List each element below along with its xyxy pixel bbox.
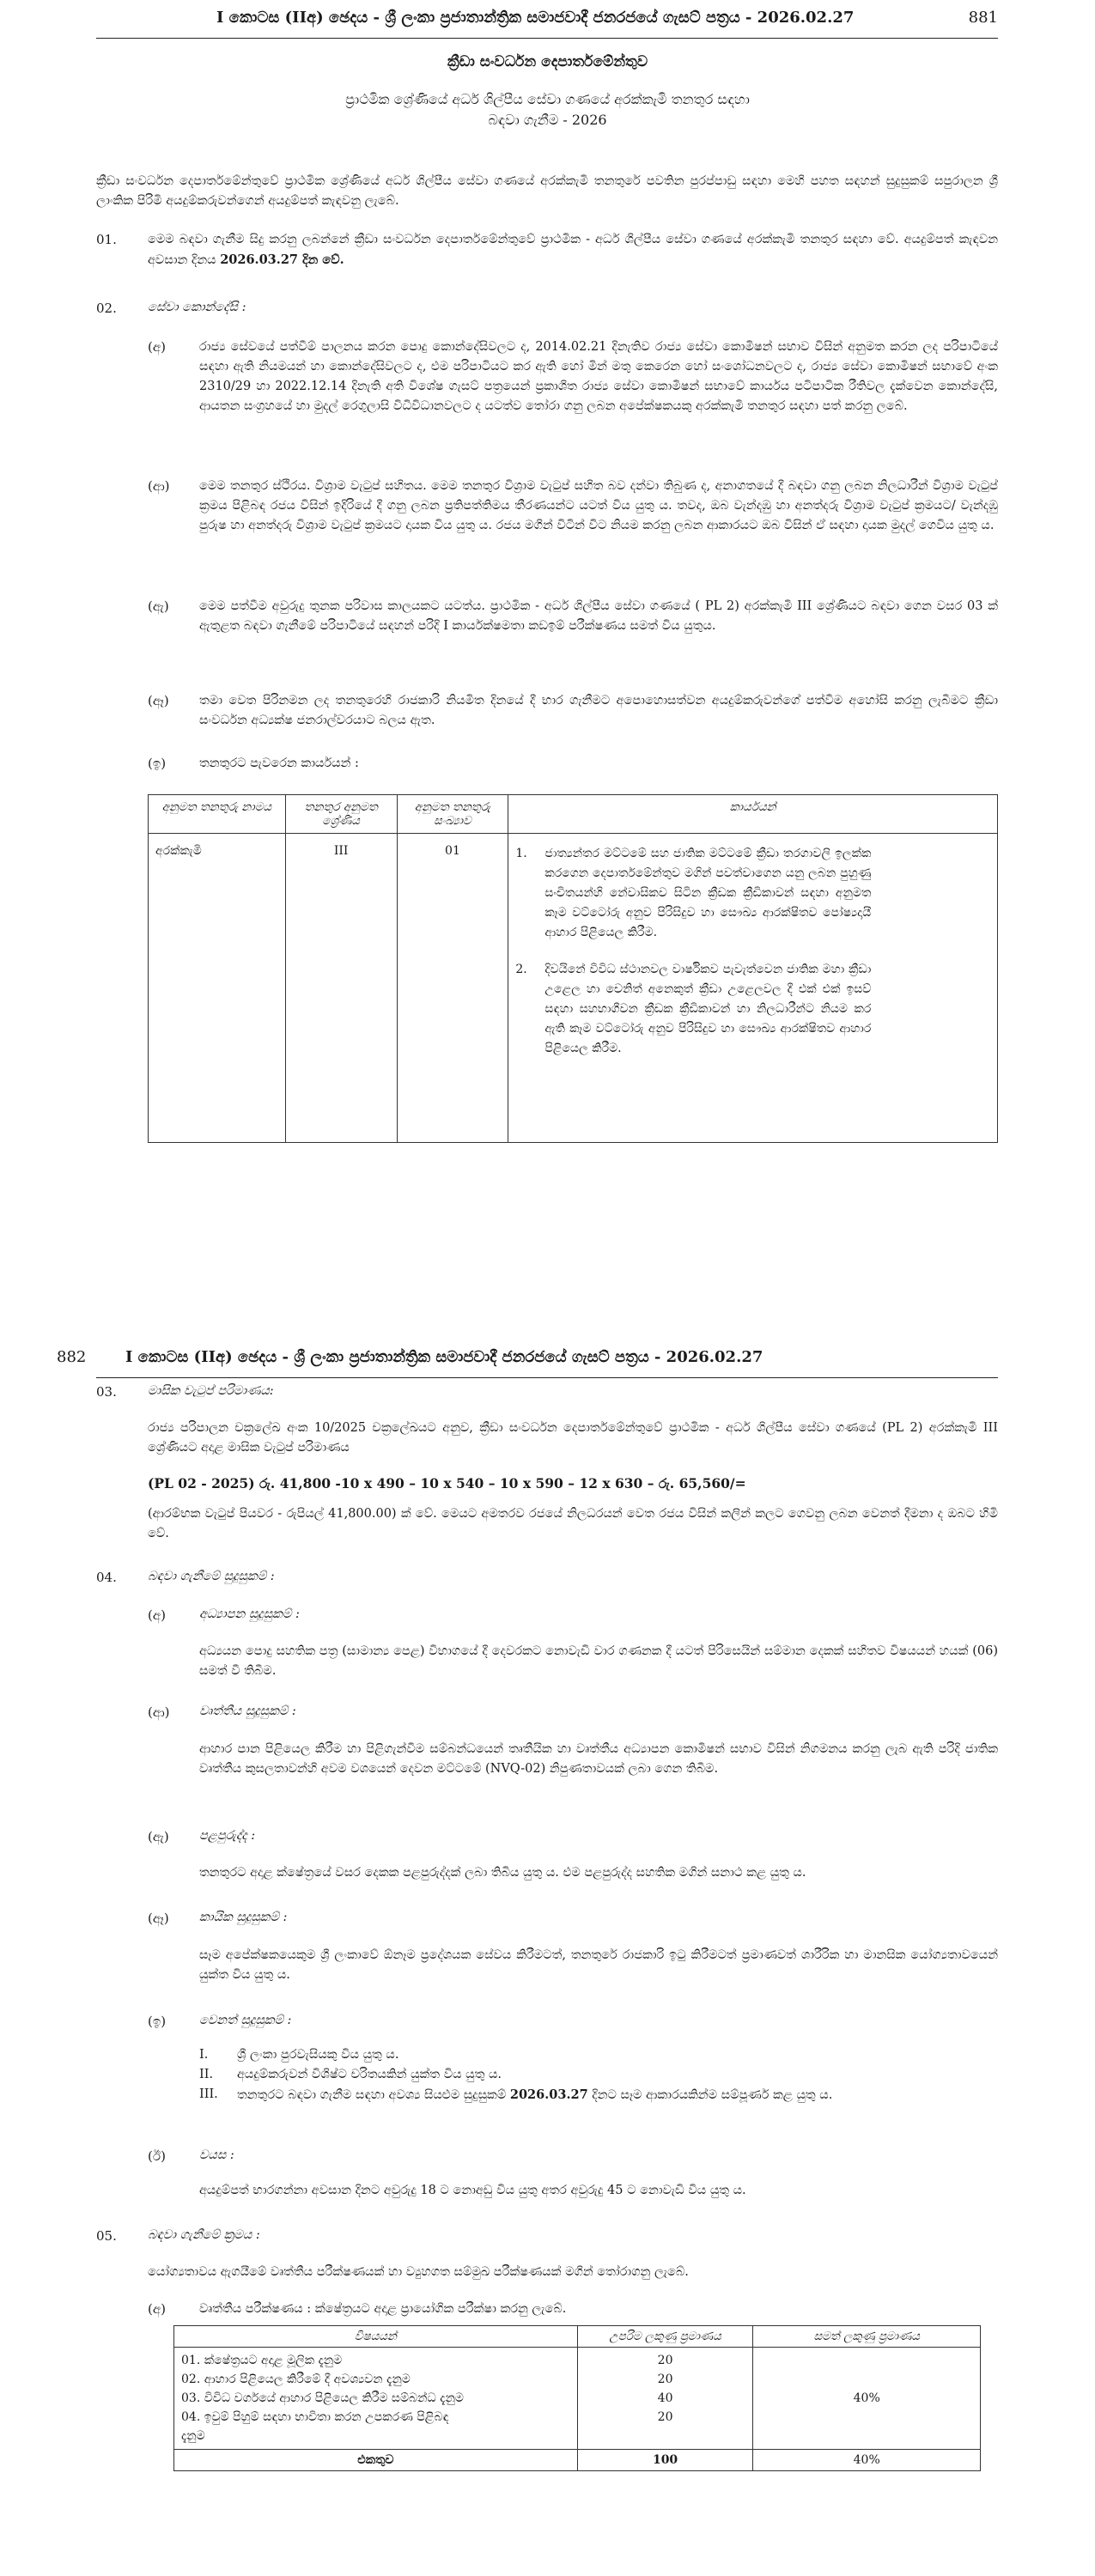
qual-aa-label: (ආ) bbox=[148, 1704, 170, 1720]
duties-table-header bbox=[149, 795, 998, 834]
section-03-heading: මාසික වැටුප් පරිමාණය: bbox=[148, 1384, 274, 1398]
max-marks-cell bbox=[577, 2348, 753, 2450]
exam-label: (අ) bbox=[148, 2301, 166, 2317]
duty-number: 1. bbox=[515, 847, 527, 860]
subject-item: 02. ආහාර පිළියෙල කිරීමේ දී අවශ්‍යවන දැනුම bbox=[181, 2372, 411, 2386]
header-part-title: I කොටස (IIඅ) ඡෙදය - ශ්‍රී ලංකා ප්‍රජාතාන්ත්‍රික සමාජවාදී ජනරජයේ ගැසට් පත්‍රය - 2026.02.27 bbox=[216, 9, 855, 27]
post-name: අරක්කැමි bbox=[149, 834, 286, 1143]
qualification-deadline: 2026.03.27 bbox=[509, 2087, 588, 2102]
duties-cell bbox=[508, 834, 998, 1143]
method-text: යෝග්‍යතාවය ඇගයීමේ වෘත්තීය පරීක්ෂණයක් හා ව්‍යුහගත සම්මුඛ පරීක්ෂණයක් මගින් තෝරාගනු ලැබේ. bbox=[148, 2265, 689, 2279]
post-count: 01 bbox=[397, 834, 508, 1143]
column-header-post: අනුමත තනතුරු නාමය bbox=[149, 795, 286, 834]
table-row bbox=[149, 834, 998, 1143]
section-01-text bbox=[148, 230, 998, 270]
max-mark-value: 20 bbox=[657, 2354, 673, 2367]
clause-ae-text: මෙම පත්වීම අවුරුදු තුනක පරිවාස කාලයකට යටත්ය. ප්‍රාථමික - අර්ධ ශිල්පීය සේවා ගණයේ ( PL 2) අරක්කැමි III ශ්‍රේණියට බඳවා ගෙන වසර 03 ක් ඇතුළත බඳවා ගැනීමේ පරිපාටියේ සඳහන් පරිදි I කාර්යක්ෂමතා කඩඉම් පරීක්ෂණය සමත් විය යුතුය. bbox=[199, 599, 998, 633]
qual-aa-heading: වෘත්තීය සුදුසුකම් : bbox=[199, 1704, 296, 1718]
subject-item: 03. විවිධ වර්ගයේ ආහාර පිළියෙල කිරීම සම්බන්ධ දැනුම bbox=[181, 2391, 464, 2405]
exam-text: වෘත්තීය පරීක්ෂණය : ක්ෂේත්‍රයට අදාළ ප්‍රායෝගික පරීක්ෂා කරනු ලැබේ. bbox=[199, 2302, 567, 2316]
section-05-number: 05. bbox=[96, 2228, 117, 2244]
clause-ii-text: තමා වෙත පිරිනමන ලද තනතුරෙහි රාජකාරි නියමිත දිනයේ දී භාර ගැනීමට අපොහොසත්වන අයදුම්කරුවන්ගේ පත්වීම අහෝසි කරනු ලැබීමට ක්‍රීඩා සංවර්ධන අධ්‍යක්ෂ ජනරාල්වරයාට බලය ඇත. bbox=[199, 694, 998, 727]
duty-item bbox=[515, 960, 990, 1059]
section-04-heading: බඳවා ගැනීමේ සුදුසුකම් : bbox=[148, 1570, 275, 1583]
max-mark-value: 20 bbox=[657, 2410, 673, 2424]
qual-a-label: (අ) bbox=[148, 1607, 166, 1623]
column-header-max-marks: උපරිම ලකුණු ප්‍රමාණය bbox=[577, 2326, 753, 2348]
page-header bbox=[57, 1340, 998, 1378]
header-part-title: I කොටස (IIඅ) ඡෙදය - ශ්‍රී ලංකා ප්‍රජාතාන්ත්‍රික සමාජවාදී ජනරජයේ ගැසට් පත්‍රය - 2026.02.27 bbox=[125, 1348, 763, 1366]
qual-u-label: (ඉ) bbox=[148, 2014, 167, 2029]
duty-item bbox=[515, 844, 990, 943]
qual-age-heading: වයස : bbox=[199, 2148, 234, 2162]
post-grade: III bbox=[285, 834, 397, 1143]
qual-ae-text: තනතුරට අදාළ ක්ෂේත්‍රයේ වසර දෙකක පළපුරුද්දක් ලබා තිබිය යුතු ය. එම පළපුරුද්ද සහතික මගින් සනාථ කළ යුතු ය. bbox=[199, 1866, 806, 1880]
total-max-marks: 100 bbox=[577, 2450, 753, 2471]
clause-a-text: රාජ්‍ය සේවයේ පත්වීම් පාලනය කරන පොදු කොන්දේසිවලට ද, 2014.02.21 දිනැතිව රාජ්‍ය සේවා කොමිෂන් සභාව විසින් අනුමත කරන ලද පරිපාටියේ සඳහා ඇති නියමයන් හා කොන්දේසිවලට ද, එම පරිපාටියට කර ඇති හෝ මින් මතු කෙරෙන හෝ සංශෝධනවලට ද, රාජ්‍ය සේවා කොමිෂන් සභාවේ අංක 2310/29 හා 2022.12.14 දිනැති අති විශේෂ ගැසට් පත්‍රයෙන් ප්‍රකාශිත රාජ්‍ය සේවා කොමිෂන් සභාවේ කාර්යය පටිපාටික රීතිවල දැක්වෙන කොන්දේසි, ආයතන සංග්‍රහයේ හා මුදල් රෙගුලාසි විධිවිධානවලට ද යටත්ව තෝරා ගනු ලබන අපේක්ෂකයකු අරක්කැමි තනතුර සඳහා පත් කරනු ලබේ. bbox=[199, 340, 998, 413]
column-header-pass-mark: සමත් ලකුණු ප්‍රමාණය bbox=[753, 2326, 981, 2348]
qual-a-text: අධ්‍යයන පොදු සහතික පත්‍ර (සාමාන්‍ය පෙළ) විභාගයේ දී දෙවරකට නොවැඩි වාර ගණනක දී යටත් පිරිසෙයින් සම්මාන දෙකක් සහිතව විෂයයන් හයක් (06) සමත් වී තිබීම. bbox=[199, 1644, 998, 1678]
total-label: එකතුව bbox=[174, 2450, 578, 2471]
section-02-number: 02. bbox=[96, 301, 117, 316]
column-header-subjects: විෂයයන් bbox=[174, 2326, 578, 2348]
section-03-number: 03. bbox=[96, 1384, 117, 1400]
item-text: අයදුම්කරුවන් විශිෂ්ට චරිතයකින් යුක්ත විය යුතු ය. bbox=[237, 2068, 502, 2081]
duty-number: 2. bbox=[515, 963, 527, 976]
clause-u-text: තනතුරට පැවරෙන කාර්යයන් : bbox=[199, 756, 359, 770]
exam-table-header bbox=[174, 2326, 981, 2348]
other-qualifications-list bbox=[199, 2045, 998, 2105]
list-item bbox=[199, 2085, 998, 2105]
item-text-lead: තනතුරට බඳවා ගැනීම සඳහා අවශ්‍ය සියළුම සුදුසුකම් bbox=[237, 2088, 507, 2102]
gazette-page-881 bbox=[0, 0, 1095, 1245]
duty-text: දිවයිනේ විවිධ ස්ථානවල වාර්ෂිකව පැවැත්වෙන ජාතික මහා ක්‍රීඩා උළෙල හා චෙනිත් අනෙකුත් ක්‍රීඩා උළෙලවල දී එක් එක් ඉසව් සඳහා සහභාගීවන ක්‍රීඩක ක්‍රීඩිකාවන් හා නිලධාරීන්ට නියම කර ඇති කෑම වට්ටෝරු අනුව පිරිසිදුව හා සෞඛ්‍ය ආරක්ෂිතව ආහාර පිළියෙල කිරීම. bbox=[544, 963, 872, 1055]
salary-scale: (PL 02 - 2025) රු. 41,800 -10 x 490 – 10 x 540 – 10 x 590 – 12 x 630 – රු. 65,560/= bbox=[148, 1475, 746, 1492]
qual-ii-heading: කායික සුදුසුකම් : bbox=[199, 1911, 288, 1924]
qual-a-heading: අධ්‍යාපන සුදුසුකම් : bbox=[199, 1607, 300, 1621]
qual-age-label: (ඊ) bbox=[148, 2148, 166, 2164]
item-number: I. bbox=[199, 2048, 209, 2062]
section-05-heading: බඳවා ගැනීමේ ක්‍රමය : bbox=[148, 2228, 260, 2242]
max-mark-value: 40 bbox=[657, 2391, 673, 2405]
section-01-number: 01. bbox=[96, 232, 117, 247]
item-text: ශ්‍රී ලංකා පුරවැසියකු විය යුතු ය. bbox=[237, 2048, 399, 2062]
list-item bbox=[199, 2065, 998, 2085]
list-item bbox=[199, 2045, 998, 2065]
clause-a-label: (අ) bbox=[148, 339, 166, 355]
item-text-rest: දිනට සෑම ආකාරයකින්ම සම්පූර්ණ කළ යුතු ය. bbox=[592, 2088, 833, 2102]
clause-u-label: (ඉ) bbox=[148, 756, 167, 771]
subject-item: 01. ක්ෂේත්‍රයට අදාළ මූලික දැනුම bbox=[181, 2354, 343, 2367]
subject-item: 04. ඉවුම් පිහුම් සඳහා භාවිතා කරන උපකරණ පිළිබඳ දැනුම bbox=[181, 2410, 449, 2443]
column-header-duties: කාර්යයන් bbox=[508, 795, 998, 834]
salary-note: (ආරම්භක වැටුප් පියවර - රුපියල් 41,800.00) ක් වේ. මෙයට අමතරව රජයේ නිලධරයන් වෙත රජය විසින් කලින් කලට ගෙවනු ලබන වෙනත් දීමනා ද ඔබට හිමි වේ. bbox=[148, 1507, 998, 1540]
qual-ii-text: සෑම අපේක්ෂකයෙකුම ශ්‍රී ලංකාවේ ඕනෑම ප්‍රදේශයක සේවය කිරීමටත්, තනතුරේ රාජකාරි ඉටු කිරීමටත් ප්‍රමාණවත් ශාරීරික හා මානසික යෝග්‍යතාවයෙන් යුක්ත විය යුතු ය. bbox=[199, 1948, 998, 1982]
salary-paragraph: රාජ්‍ය පරිපාලන චක්‍රලේඛ අංක 10/2025 චක්‍රලේඛයට අනුව, ක්‍රීඩා සංවර්ධන දෙපාර්තමේන්තුවේ ප්‍රාථමික - අර්ධ ශිල්පීය සේවා ගණයේ (PL 2) අරක්කැමි III ශ්‍රේණියට අදාළ මාසික වැටුප් පරිමාණය bbox=[148, 1421, 998, 1455]
item-number: III. bbox=[199, 2087, 218, 2101]
subjects-cell bbox=[174, 2348, 578, 2450]
item-text bbox=[237, 2085, 832, 2105]
clause-ae-label: (ඇ) bbox=[148, 598, 169, 614]
section-01-body: මෙම බඳවා ගැනීම සිදු කරනු ලබන්නේ ක්‍රීඩා සංවර්ධන දෙපාර්තමේන්තුවේ ප්‍රාථමික - අර්ධ ශිල්පීය සේවා ගණයේ අරක්කැමි තනතුර සඳහා වේ. අයදුම්පත් කැඳවන අවසාන දිනය bbox=[148, 233, 998, 267]
clause-aa-label: (ආ) bbox=[148, 478, 170, 494]
department-name: ක්‍රීඩා සංවර්ධන දෙපාර්තමේන්තුව bbox=[447, 53, 648, 70]
table-row bbox=[174, 2348, 981, 2450]
section-02-heading: සේවා කොන්දේසි : bbox=[148, 301, 246, 314]
notice-title-line2: බඳවා ගැනීම - 2026 bbox=[488, 112, 607, 128]
qual-ae-heading: පළපුරුද්ද : bbox=[199, 1829, 256, 1843]
page-header bbox=[96, 0, 998, 39]
exam-marks-table bbox=[173, 2325, 981, 2471]
duty-text: ජාත්‍යන්තර මට්ටමේ සහ ජාතික මට්ටමේ ක්‍රීඩා තරගාවලි ඉලක්ක කරගෙන දෙපාර්තමේන්තුව මගින් පවත්වාගෙන යනු ලබන පුහුණු සංචිතයන්හි නේවාසිකව සිටින ක්‍රීඩක ක්‍රීඩිකාවන් සඳහා අනුමත කෑම වට්ටෝරු අනුව පිරිසිදුව හා සෞඛ්‍ය ආරක්ෂිතව පෝෂ්‍යදායී ආහාර පිළියෙල කිරීම. bbox=[544, 847, 872, 939]
qual-age-text: අයදුම්පත් භාරගන්නා අවසාන දිනට අවුරුදු 18 ට නොඅඩු විය යුතු අතර අවුරුදු 45 ට නොවැඩි විය යුතු ය. bbox=[199, 2184, 746, 2197]
max-mark-value: 20 bbox=[657, 2372, 673, 2386]
total-pass-mark: 40% bbox=[753, 2450, 981, 2471]
pass-mark-value: 40% bbox=[753, 2348, 981, 2450]
closing-date: 2026.03.27 දින වේ. bbox=[220, 252, 344, 267]
column-header-count: අනුමත තනතුරු සංඛ්‍යාව bbox=[397, 795, 508, 834]
clause-aa-text: මෙම තනතුර ස්ථිරය. විශ්‍රාම වැටුප් සහිතය. මෙම තනතුර විශ්‍රාම වැටුප් සහිත බව දන්වා තිබුණ ද, අනාගතයේ දී බඳවා ගනු ලබන නිලධාරීන් විශ්‍රාම වැටුප් ක්‍රමය පිළිබඳ රජය විසින් ඉදිරියේ දී ගනු ලබන ප්‍රතිපත්තිමය තීරණයන්ට යටත් විය යුතු ය. තවද, ඔබ වැන්දඹු හා අනත්දරු විශ්‍රාම වැටුප් ක්‍රමයට/ වැන්දඹු පුරුෂ හා අනත්දරු විශ්‍රාම වැටුප් ක්‍රමයට දායක විය යුතු ය. රජය මගින් විටින් විට නියම කරනු ලබන ආකාරයට ඔබ විසින් ඒ සඳහා දායක මුදල් ගෙවිය යුතු ය. bbox=[199, 479, 998, 532]
gazette-page-882 bbox=[0, 1340, 1095, 2576]
column-header-grade: තනතුර අනුමත ශ්‍රේණිය bbox=[285, 795, 397, 834]
header-page-number: 881 bbox=[968, 9, 998, 27]
notice-title-line1: ප්‍රාථමික ශ්‍රේණියේ අර්ධ ශිල්පීය සේවා ගණයේ අරක්කැමි තනතුර සඳහා bbox=[345, 91, 750, 107]
header-page-number: 882 bbox=[57, 1348, 87, 1366]
qual-ii-label: (ඈ) bbox=[148, 1911, 169, 1926]
intro-paragraph: ක්‍රීඩා සංවර්ධන දෙපාර්තමේන්තුවේ ප්‍රාථමික ශ්‍රේණියේ අර්ධ ශිල්පීය සේවා ගණයේ අරක්කැමි තනතුරේ පවතින පුරප්පාඩු සඳහා මෙහි පහත සඳහන් සුදුසුකම් සපුරාලන ශ්‍රී ලාංකික පිරිමි අයදුම්කරුවන්ගෙන් අයදුම්පත් කැඳවනු ලැබේ. bbox=[96, 174, 998, 208]
qual-u-heading: වෙනත් සුදුසුකම් : bbox=[199, 2014, 292, 2027]
duties-table bbox=[148, 794, 998, 1143]
qual-ae-label: (ඇ) bbox=[148, 1829, 169, 1844]
item-number: II. bbox=[199, 2068, 214, 2081]
qual-aa-text: ආහාර පාන පිළියෙල කිරීම හා පිළිගැන්වීම සම්බන්ධයෙන් තෘතීයික හා වෘත්තීය අධ්‍යාපන කොමිෂන් සභාව විසින් නිගමනය කරනු ලැබ ඇති පරිදි ජාතික වෘත්තීය කුසලතාවන්හි අවම වශයෙන් දෙවන මට්ටමේ (NVQ-02) නිපුණතාවයක් ලබා ගෙන තිබීම. bbox=[199, 1742, 998, 1776]
section-04-number: 04. bbox=[96, 1570, 117, 1585]
clause-ii-label: (ඈ) bbox=[148, 693, 169, 708]
total-row bbox=[174, 2450, 981, 2471]
